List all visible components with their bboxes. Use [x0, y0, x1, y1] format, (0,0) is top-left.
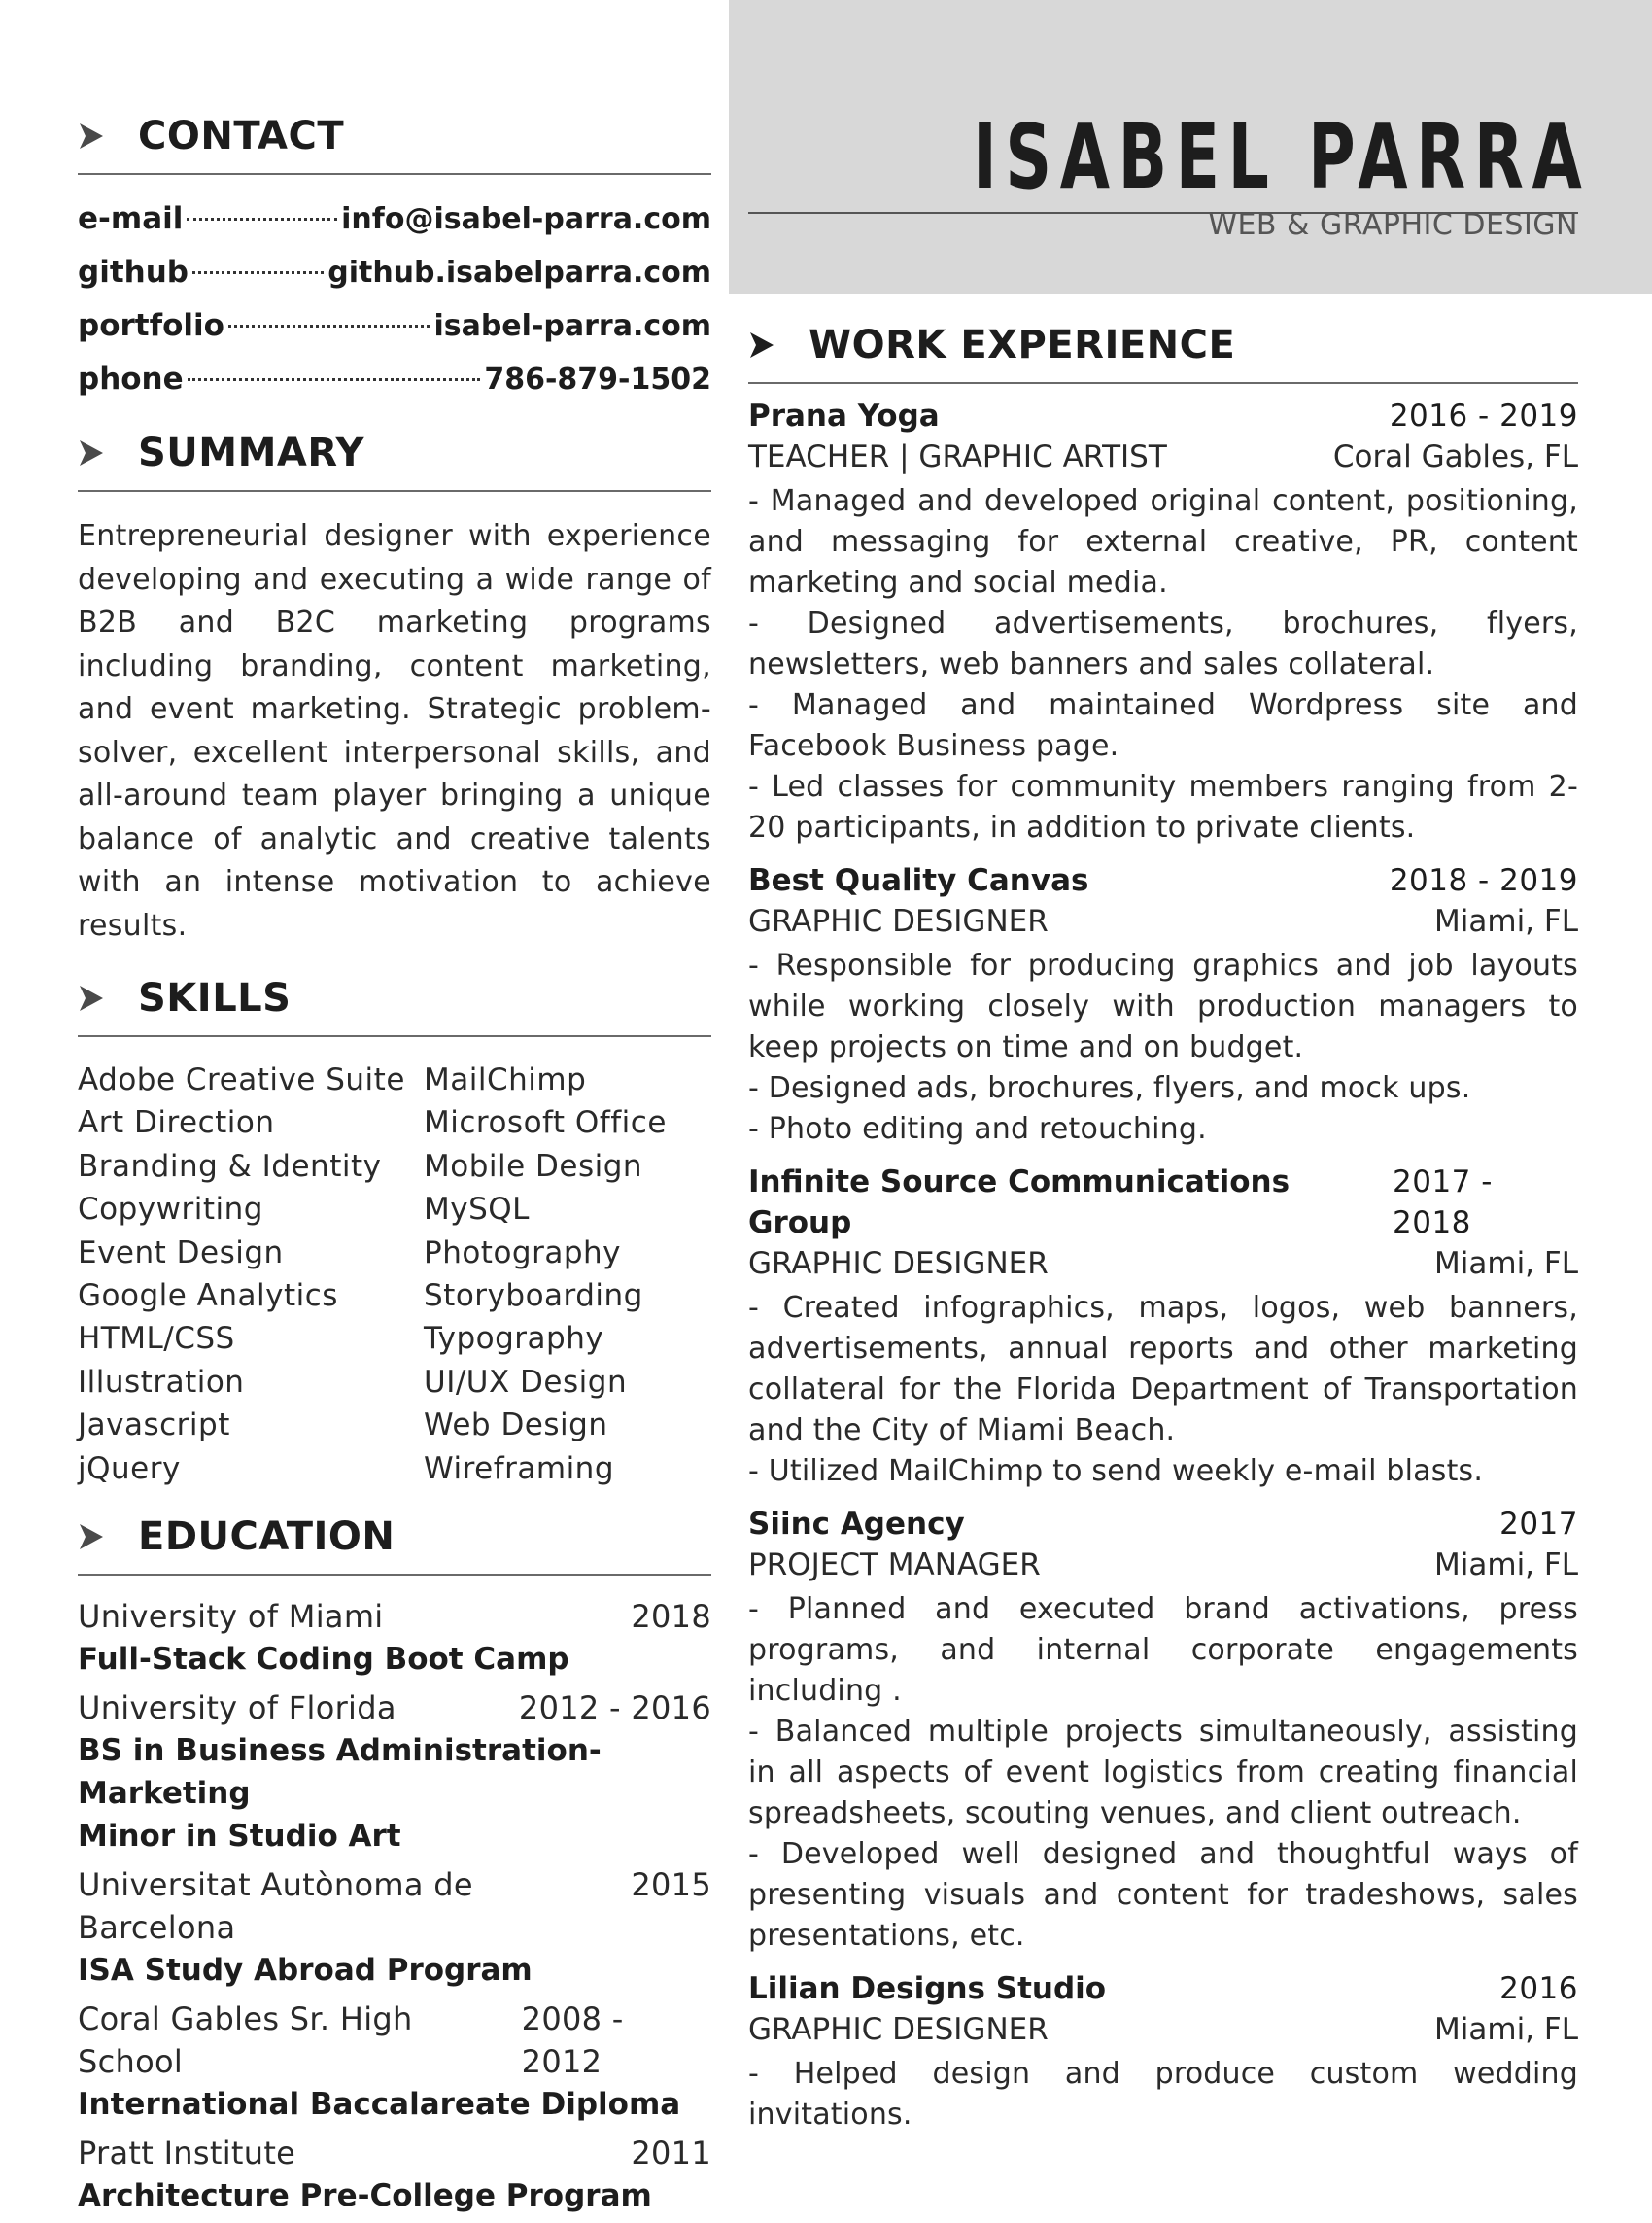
education-item — [78, 1686, 711, 1858]
contact-header — [78, 107, 711, 165]
job-location: Miami, FL — [1434, 904, 1578, 939]
chevron-right-icon — [748, 326, 787, 365]
degree-title: International Baccalareate Diploma — [78, 2087, 681, 2123]
job-entry — [748, 1162, 1578, 1492]
skill-item: Event Design — [78, 1234, 284, 1270]
job-bullets — [748, 946, 1578, 1150]
dot-leader — [228, 325, 430, 328]
contact-row — [78, 353, 711, 406]
job-bullet: - Managed and developed original content, positioning, and messaging for external creative, PR, content marketing and social media. — [748, 484, 1578, 600]
contact-value: github.isabelparra.com — [327, 256, 711, 290]
section-title: EDUCATION — [138, 1514, 396, 1560]
chevron-right-icon — [78, 1517, 117, 1556]
job-title: PROJECT MANAGER — [748, 1547, 1041, 1582]
job-bullet: - Responsible for producing graphics and job layouts while working closely with production managers to keep projects on time and on budget. — [748, 949, 1578, 1064]
job-bullets — [748, 1589, 1578, 1957]
job-role-row — [748, 2009, 1578, 2050]
skill-item: HTML/CSS — [78, 1321, 235, 1357]
contact-row — [78, 299, 711, 353]
summary-header — [78, 424, 711, 482]
skill-item: Copywriting — [78, 1192, 263, 1228]
skill-item: MySQL — [424, 1192, 530, 1228]
job-years: 2016 - 2019 — [1389, 399, 1578, 434]
skill-item: jQuery — [78, 1450, 181, 1486]
skills-column-1 — [78, 1059, 424, 1490]
education-header — [78, 1508, 711, 1566]
job-title: GRAPHIC DESIGNER — [748, 904, 1049, 939]
skill-item: Adobe Creative Suite — [78, 1062, 405, 1097]
job-bullet: - Created infographics, maps, logos, web banners, advertisements, annual reports and other marketing collateral for the Florida Department of Transportation and the City of Miami Beach. — [748, 1291, 1578, 1447]
summary-text: Entrepreneurial designer with experience developing and executing a wide range of B2B and B2C marketing programs including branding, content marketing, and event marketing. Strategic problem-solver, excellent interpersonal skills, and all-around team player bringing a unique balance of analytic and creative talents with an intense motivation to achieve results. — [78, 519, 711, 943]
education-school-row — [78, 1997, 711, 2083]
degree-title: Architecture Pre-College Program — [78, 2178, 652, 2214]
job-bullet: - Balanced multiple projects simultaneously, assisting in all aspects of event logistics from creating financial spreadsheets, scouting venues, and client outreach. — [748, 1715, 1578, 1830]
skill-item: Microsoft Office — [424, 1105, 667, 1141]
section-divider — [78, 490, 711, 492]
skill-item: Web Design — [424, 1407, 608, 1443]
section-title: CONTACT — [138, 114, 345, 158]
education-list — [78, 1595, 711, 2217]
section-divider — [78, 1574, 711, 1576]
contact-row — [78, 246, 711, 299]
work-header — [748, 316, 1578, 374]
skill-item: UI/UX Design — [424, 1364, 628, 1400]
job-location: Miami, FL — [1434, 1547, 1578, 1582]
school-name: University of Florida — [78, 1689, 396, 1727]
job-role-row — [748, 901, 1578, 942]
job-years: 2017 - 2018 — [1393, 1164, 1493, 1240]
degree-title: ISA Study Abroad Program — [78, 1953, 533, 1989]
job-company: Infinite Source Communications Group — [748, 1164, 1291, 1240]
school-year: 2008 - 2012 — [521, 2000, 624, 2081]
job-entry — [748, 396, 1578, 849]
job-location: Coral Gables, FL — [1332, 439, 1578, 474]
skill-item: Photography — [424, 1234, 622, 1270]
contact-label: portfolio — [78, 308, 224, 343]
job-company-row — [748, 396, 1578, 436]
section-title: SKILLS — [138, 976, 292, 1021]
job-bullets — [748, 1288, 1578, 1492]
section-divider — [78, 1035, 711, 1037]
job-company: Lilian Designs Studio — [748, 1971, 1107, 2006]
skills-section — [78, 969, 711, 1490]
job-entry — [748, 1504, 1578, 1957]
job-company: Siinc Agency — [748, 1507, 965, 1542]
skill-item: Javascript — [78, 1407, 230, 1443]
school-year: 2011 — [631, 2135, 711, 2172]
right-column — [748, 316, 1578, 2136]
skills-header — [78, 969, 711, 1027]
job-years: 2016 — [1499, 1971, 1578, 2006]
job-title: TEACHER | GRAPHIC ARTIST — [748, 439, 1167, 474]
job-company-row — [748, 1968, 1578, 2009]
education-item — [78, 1595, 711, 1681]
job-bullet: - Photo editing and retouching. — [748, 1112, 1207, 1146]
left-column — [78, 107, 711, 2223]
job-bullet: - Utilized MailChimp to send weekly e-mail blasts. — [748, 1454, 1484, 1488]
skill-item: Art Direction — [78, 1105, 275, 1141]
job-company: Best Quality Canvas — [748, 863, 1089, 898]
work-list — [748, 396, 1578, 2136]
contact-list — [78, 192, 711, 406]
job-title: GRAPHIC DESIGNER — [748, 2012, 1049, 2047]
chevron-right-icon — [78, 434, 117, 472]
dot-leader — [192, 271, 324, 274]
resume-tagline: WEB & GRAPHIC DESIGN — [1208, 208, 1578, 242]
education-item — [78, 1997, 711, 2126]
skill-item: Branding & Identity — [78, 1148, 382, 1184]
summary-section — [78, 424, 711, 948]
degree-title: Full-Stack Coding Boot Camp — [78, 1642, 569, 1678]
job-bullet: - Managed and maintained Wordpress site and Facebook Business page. — [748, 688, 1578, 763]
school-name: Universitat Autònoma de Barcelona — [78, 1866, 473, 1947]
job-role-row — [748, 1545, 1578, 1585]
contact-label: github — [78, 255, 189, 290]
education-item — [78, 1863, 711, 1992]
job-bullet: - Helped design and produce custom wedding invitations. — [748, 2057, 1578, 2132]
section-title: WORK EXPERIENCE — [809, 323, 1236, 367]
job-years: 2017 — [1499, 1507, 1578, 1542]
skills-column-2 — [424, 1059, 667, 1490]
job-bullet: - Designed ads, brochures, flyers, and mock ups. — [748, 1071, 1471, 1105]
dot-leader — [187, 218, 337, 221]
section-divider — [78, 173, 711, 175]
job-entry — [748, 1968, 1578, 2136]
education-school-row — [78, 1595, 711, 1638]
job-bullets — [748, 2054, 1578, 2136]
job-bullet: - Led classes for community members ranging from 2-20 participants, in addition to private clients. — [748, 770, 1578, 845]
education-item — [78, 2132, 711, 2217]
school-year: 2012 - 2016 — [518, 1689, 711, 1727]
education-school-row — [78, 1686, 711, 1729]
contact-label: phone — [78, 362, 184, 397]
job-bullet: - Designed advertisements, brochures, flyers, newsletters, web banners and sales collateral. — [748, 607, 1578, 681]
skill-item: Storyboarding — [424, 1278, 643, 1314]
contact-label: e-mail — [78, 201, 184, 236]
skill-item: MailChimp — [424, 1062, 587, 1097]
skill-item: Wireframing — [424, 1450, 615, 1486]
job-company-row — [748, 860, 1578, 901]
job-location: Miami, FL — [1434, 1246, 1578, 1281]
job-company-row — [748, 1504, 1578, 1545]
school-name: University of Miami — [78, 1598, 384, 1636]
skill-item: Illustration — [78, 1364, 245, 1400]
chevron-right-icon — [78, 117, 117, 156]
contact-row — [78, 192, 711, 246]
job-bullet: - Developed well designed and thoughtful ways of presenting visuals and content for tradeshows, sales presentations, etc. — [748, 1837, 1578, 1953]
education-section — [78, 1508, 711, 2217]
contact-section — [78, 107, 711, 406]
job-role-row — [748, 1243, 1578, 1284]
education-school-row — [78, 1863, 711, 1949]
dot-leader — [188, 378, 481, 381]
degree-title: BS in Business Administration-Marketing — [78, 1733, 602, 1812]
job-entry — [748, 860, 1578, 1150]
section-divider — [748, 382, 1578, 384]
job-bullet: - Planned and executed brand activations, press programs, and internal corporate engagements including . — [748, 1592, 1578, 1708]
job-company: Prana Yoga — [748, 399, 940, 434]
section-title: SUMMARY — [138, 431, 364, 475]
contact-value: 786-879-1502 — [484, 363, 711, 397]
school-year: 2015 — [631, 1866, 711, 1904]
degree-title: Minor in Studio Art — [78, 1819, 401, 1855]
school-name: Coral Gables Sr. High School — [78, 2000, 413, 2081]
job-years: 2018 - 2019 — [1389, 863, 1578, 898]
school-name: Pratt Institute — [78, 2135, 296, 2172]
skill-item: Mobile Design — [424, 1148, 643, 1184]
job-company-row — [748, 1162, 1578, 1243]
job-location: Miami, FL — [1434, 2012, 1578, 2047]
school-year: 2018 — [631, 1598, 711, 1636]
contact-value: isabel-parra.com — [433, 309, 711, 343]
contact-value: info@isabel-parra.com — [341, 202, 711, 236]
job-role-row — [748, 436, 1578, 477]
resume-name: ISABEL PARRA — [972, 105, 1590, 209]
skills-list — [78, 1059, 711, 1490]
skill-item: Google Analytics — [78, 1278, 338, 1314]
job-bullets — [748, 481, 1578, 849]
skill-item: Typography — [424, 1321, 604, 1357]
job-title: GRAPHIC DESIGNER — [748, 1246, 1049, 1281]
chevron-right-icon — [78, 979, 117, 1018]
